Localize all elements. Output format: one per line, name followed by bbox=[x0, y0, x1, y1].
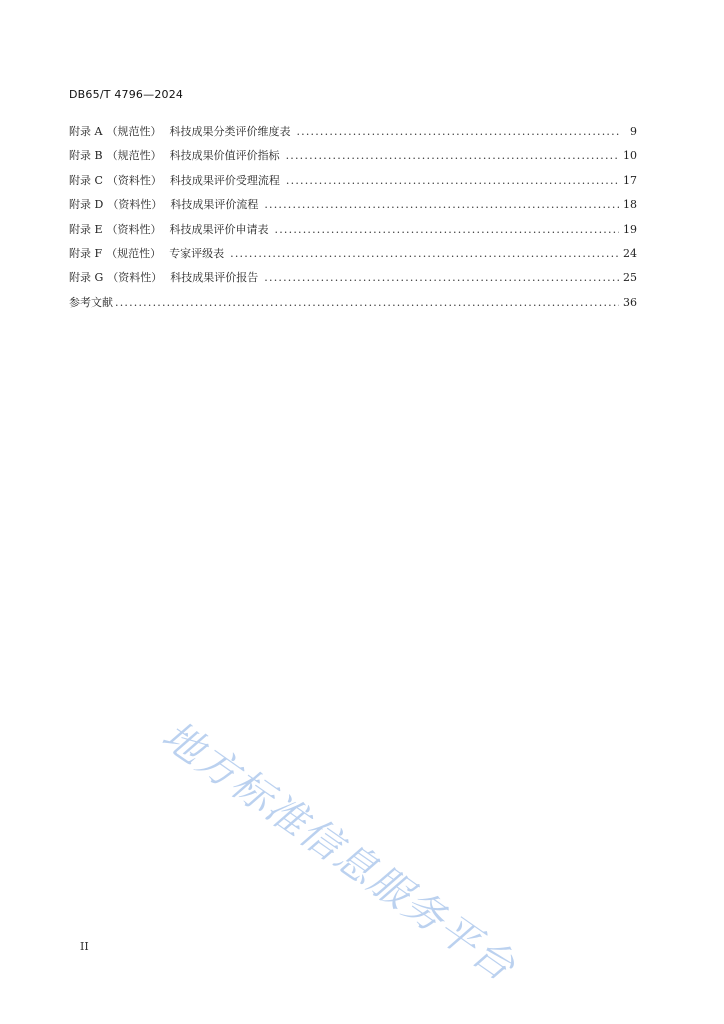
toc-appendix-type: （资料性） bbox=[107, 198, 163, 212]
toc-entry-title: 科技成果评价申请表 bbox=[169, 222, 269, 236]
toc-appendix-type: （资料性） bbox=[106, 222, 162, 236]
toc-entry-appendix-c[interactable] bbox=[69, 173, 637, 197]
watermark: 地方标准信息服务平台 bbox=[153, 712, 524, 991]
toc-appendix-label: 附录 C bbox=[69, 173, 103, 187]
toc-appendix-type: （规范性） bbox=[106, 125, 162, 138]
toc-dot-leader bbox=[296, 124, 621, 140]
toc-dot-leader bbox=[286, 148, 619, 164]
toc-dot-leader bbox=[264, 270, 619, 286]
toc-appendix-label: 附录 G bbox=[69, 271, 104, 285]
toc-page-number: 9 bbox=[630, 125, 637, 138]
toc-appendix-label: 附录 E bbox=[69, 222, 103, 236]
toc-entry-appendix-f[interactable] bbox=[69, 246, 637, 270]
toc-entry-appendix-e[interactable] bbox=[69, 222, 637, 246]
toc-page-number: 25 bbox=[623, 271, 637, 285]
toc-entry-title: 科技成果评价受理流程 bbox=[169, 173, 280, 187]
toc-entry-appendix-a[interactable] bbox=[69, 124, 637, 148]
toc-page-number: 10 bbox=[623, 149, 637, 163]
table-of-contents bbox=[69, 124, 637, 319]
toc-page-number: 36 bbox=[623, 295, 637, 309]
toc-entry-references[interactable] bbox=[69, 295, 637, 319]
toc-appendix-type: （规范性） bbox=[106, 149, 162, 163]
toc-entry-title: 参考文献 bbox=[69, 295, 113, 309]
toc-entry-title: 专家评级表 bbox=[169, 246, 225, 260]
toc-appendix-label: 附录 D bbox=[69, 198, 104, 212]
toc-appendix-type: （资料性） bbox=[107, 271, 163, 285]
toc-entry-title: 科技成果评价报告 bbox=[170, 271, 259, 285]
toc-entry-appendix-g[interactable] bbox=[69, 270, 637, 294]
toc-entry-title: 科技成果分类评价维度表 bbox=[169, 125, 291, 138]
toc-appendix-label: 附录 A bbox=[69, 125, 103, 138]
toc-page-number: 19 bbox=[623, 222, 637, 236]
toc-dot-leader bbox=[264, 197, 619, 213]
toc-appendix-type: （资料性） bbox=[106, 173, 162, 187]
toc-entry-title: 科技成果价值评价指标 bbox=[169, 149, 280, 163]
toc-appendix-label: 附录 B bbox=[69, 149, 103, 163]
toc-page-number: 18 bbox=[623, 198, 637, 212]
document-code: DB65/T 4796—2024 bbox=[69, 88, 184, 101]
toc-page-number: 24 bbox=[623, 246, 637, 260]
toc-entry-appendix-b[interactable] bbox=[69, 148, 637, 172]
toc-dot-leader bbox=[230, 246, 619, 262]
toc-appendix-type: （规范性） bbox=[106, 246, 162, 260]
toc-appendix-label: 附录 F bbox=[69, 246, 103, 260]
page-number: II bbox=[80, 940, 89, 953]
toc-dot-leader bbox=[115, 295, 619, 311]
toc-dot-leader bbox=[286, 173, 619, 189]
toc-entry-title: 科技成果评价流程 bbox=[170, 198, 259, 212]
toc-page-number: 17 bbox=[623, 173, 637, 187]
toc-dot-leader bbox=[275, 222, 619, 238]
toc-entry-appendix-d[interactable] bbox=[69, 197, 637, 221]
